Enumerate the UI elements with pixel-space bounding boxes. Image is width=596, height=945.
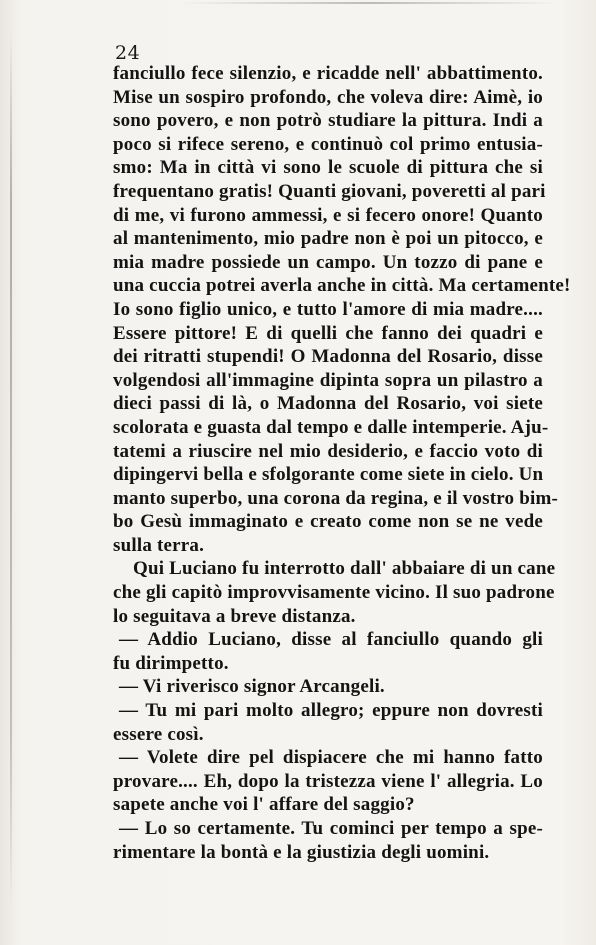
- text-line: poco si rifece sereno, e continuò col primo entusia-: [113, 133, 543, 155]
- page-left-edge: [10, 30, 12, 910]
- text-line: rimentare la bontà e la giustizia degli uomini.: [113, 841, 490, 863]
- text-line: fanciullo fece silenzio, e ricadde nell' abbattimento.: [113, 63, 543, 84]
- text-line: sulla terra.: [113, 534, 205, 556]
- text-line: Io sono figlio unico, e tutto l'amore di mia madre....: [113, 298, 543, 320]
- text-line: — Addio Luciano, disse al fanciullo quando gli: [119, 629, 543, 651]
- page-top-edge: [180, 2, 560, 4]
- text-line: Essere pittore! E di quelli che fanno dei quadri e: [113, 322, 543, 344]
- text-line: tatemi a riuscire nel mio desiderio, e faccio voto di: [113, 440, 543, 462]
- text-line: al mantenimento, mio padre non è poi un pitocco, e: [113, 228, 543, 250]
- text-line: provare.... Eh, dopo la tristezza viene l' allegria. Lo: [113, 770, 543, 792]
- text-line: manto superbo, una corona da regina, e il vostro bim-: [113, 487, 558, 509]
- text-line: — Lo so certamente. Tu cominci per tempo a spe-: [119, 818, 543, 839]
- text-line: — Vi riverisco signor Arcangeli.: [119, 676, 385, 698]
- body-text: [113, 62, 571, 864]
- text-line: — Volete dire pel dispiacere che mi hanno fatto: [119, 747, 543, 769]
- text-line: Qui Luciano fu interrotto dall' abbaiare di un cane: [133, 558, 556, 580]
- text-line: che gli capitò improvvisamente vicino. Il suo padrone: [113, 582, 555, 604]
- text-line: mia madre possiede un campo. Un tozzo di pane e: [113, 251, 543, 273]
- text-line: — Tu mi pari molto allegro; eppure non dovresti: [119, 700, 543, 722]
- text-line: dei ritratti stupendi! O Madonna del Rosario, disse: [113, 346, 543, 368]
- text-line: bo Gesù immaginato e creato come non se ne vede: [113, 511, 543, 533]
- text-line: di me, vi furono ammessi, e si fecero onore! Quanto: [113, 204, 543, 226]
- text-line: dieci passi di là, o Madonna del Rosario, voi siete: [113, 393, 543, 415]
- text-line: una cuccia potrei averla anche in città. Ma certamente!: [113, 275, 571, 297]
- text-line: fu dirimpetto.: [113, 652, 229, 674]
- text-line: smo: Ma in città vi sono le scuole di pittura che si: [113, 157, 543, 179]
- text-line: scolorata e guasta dal tempo e dalle intemperie. Aju-: [113, 416, 549, 438]
- text-line: volgendosi all'immagine dipinta sopra un pilastro a: [113, 369, 543, 391]
- text-line: sono povero, e non potrò studiare la pittura. Indi a: [113, 110, 543, 132]
- text-line: lo seguitava a breve distanza.: [113, 605, 356, 627]
- text-line: dipingervi bella e sfolgorante come siete in cielo. Un: [113, 464, 544, 486]
- text-line: frequentano gratis! Quanti giovani, poveretti al pari: [113, 180, 546, 202]
- text-line: Mise un sospiro profondo, che voleva dire: Aimè, io: [113, 86, 543, 108]
- text-line: sapete anche voi l' affare del saggio?: [113, 794, 415, 816]
- text-line: essere così.: [113, 723, 204, 745]
- page-number: 24: [115, 42, 141, 64]
